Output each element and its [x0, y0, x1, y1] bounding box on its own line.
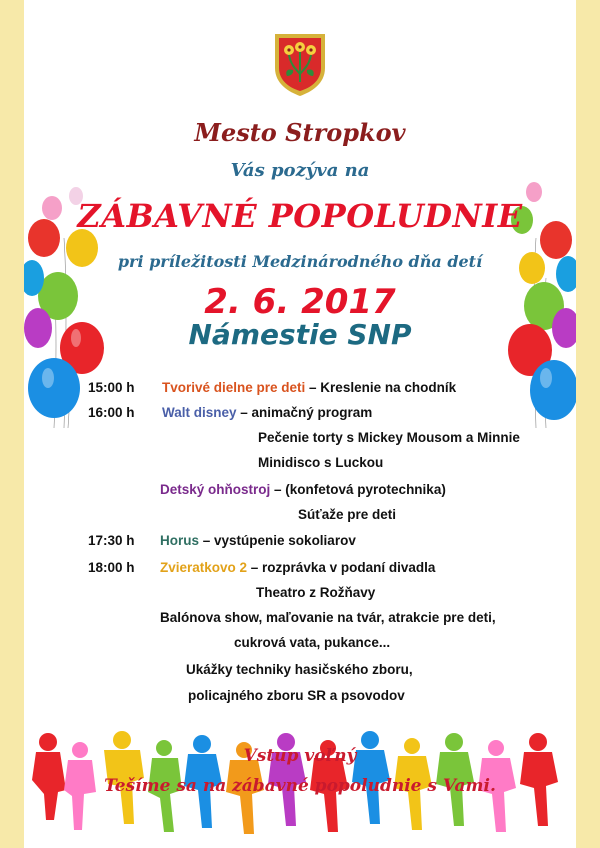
program-line: cukrová vata, pukance... [234, 635, 391, 650]
invites-line: Vás pozýva na [230, 160, 370, 181]
program-highlight: Horus [160, 533, 200, 548]
event-date: 2. 6. 2017 [204, 282, 396, 322]
program-highlight: Walt disney [162, 405, 237, 420]
program-item [162, 405, 372, 420]
program-line: Súťaže pre deti [298, 507, 396, 522]
event-title: ZÁBAVNÉ POPOLUDNIE [77, 197, 523, 235]
program-time: 16:00 h [88, 405, 135, 420]
program-item [160, 482, 446, 497]
program-item [160, 533, 356, 548]
occasion-line: pri príležitosti Medzinárodného dňa detí [117, 252, 483, 271]
program-text: – animačný program [236, 405, 373, 420]
program-line: Balónova show, maľovanie na tvár, atrakcie pre deti, [160, 610, 496, 625]
program-item [162, 380, 456, 395]
program-line: Theatro z Rožňavy [256, 585, 376, 600]
town-name: Mesto Stropkov [194, 118, 406, 147]
program-line: Pečenie torty s Mickey Mousom a Minnie [258, 430, 520, 445]
program-time: 18:00 h [88, 560, 135, 575]
event-place: Námestie SNP [188, 318, 412, 351]
program-line: Minidisco s Luckou [258, 455, 384, 470]
program-highlight: Tvorivé dielne pre deti [162, 380, 306, 395]
program-highlight: Zvieratkovo 2 [160, 560, 248, 575]
entry-free: Vstup voľný [243, 746, 357, 766]
welcome-line: Tešíme sa na zábavné popoludnie s Vami. [104, 776, 496, 796]
program-text: – vystúpenie sokoliarov [199, 533, 356, 548]
program-text: – rozprávka v podaní divadla [247, 560, 436, 575]
coat-of-arms-icon [273, 32, 327, 98]
program-item [160, 560, 435, 575]
program-highlight: Detský ohňostroj [160, 482, 271, 497]
program-time: 17:30 h [88, 533, 135, 548]
program-line: policajného zboru SR a psovodov [188, 688, 405, 703]
program-line: Ukážky techniky hasičského zboru, [186, 662, 413, 677]
program-text: – (konfetová pyrotechnika) [270, 482, 446, 497]
program-text: – Kreslenie na chodník [305, 380, 457, 395]
program-time: 15:00 h [88, 380, 135, 395]
